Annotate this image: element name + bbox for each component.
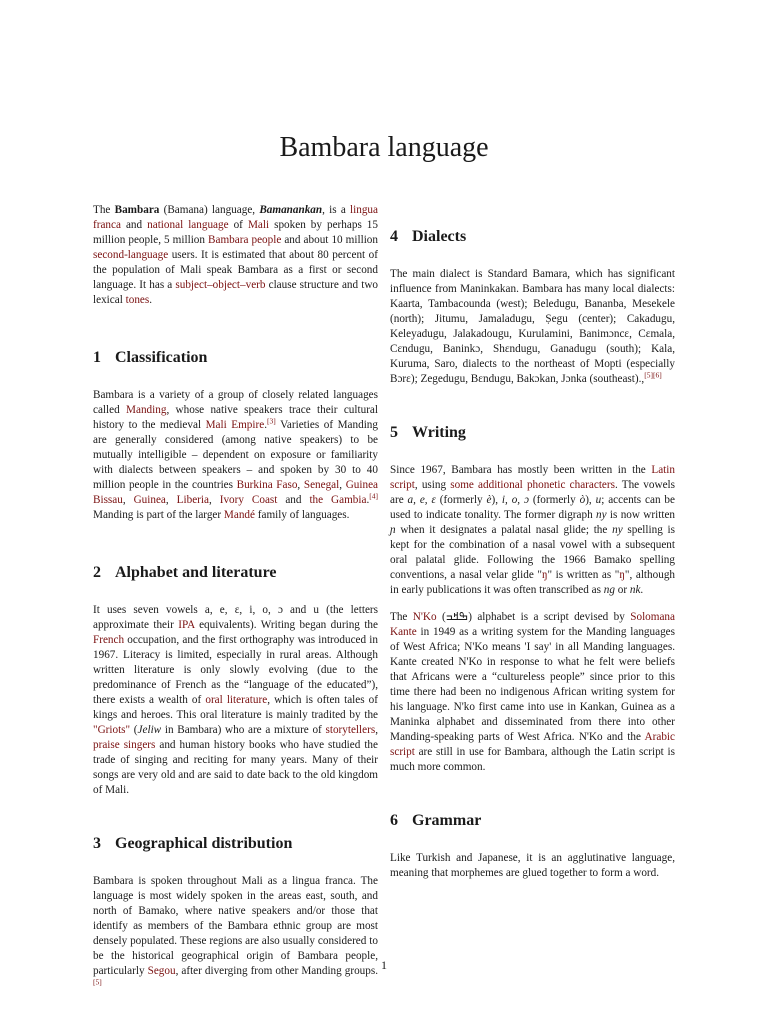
writing-paragraph-1: Since 1967, Bambara has mostly been written in the Latin script, using some additional phonetic characters. The vowels are a, e, ɛ (formerly è), i, o, ɔ (formerly ò), u; accents can be used to indicate tonality. The former digraph ny is now written ɲ when it designates a palatal nasal glide; the ny spelling is kept for the combination of a nasal vowel with a subsequent oral palatal glide. Following the 1966 Bamako spelling conventions, a nasal velar glide "ŋ" is written as "ŋ", although in early publications it was often transcribed as ng or nk.: [390, 464, 676, 596]
section-number: 6: [390, 812, 398, 829]
section-heading-classification: [93, 348, 378, 368]
section-number: 5: [390, 424, 398, 441]
section-heading-alphabet: [93, 563, 378, 583]
geography-paragraph: Bambara is spoken throughout Mali as a lingua franca. The language is most widely spoken in the areas east, south, and north of Bamako, where native speakers and/or those that identify as members of the Bambara ethnic group are most densely populated. These regions are also usually considered to be the historical geographical origin of Bambara people, particularly Segou, after diverging from other Manding groups.[5]: [93, 875, 379, 987]
section-title: Grammar: [412, 812, 482, 829]
section-number: 4: [390, 228, 398, 245]
writing-paragraph-2: The N'Ko (ߒߞߏ) alphabet is a script devised by Solomana Kante in 1949 as a writing system for the Manding languages of West Africa; N'Ko means 'I say' in all Manding languages. Kante created N'Ko in response to what he felt were beliefs that Africans were a “cultureless people” since prior to this time there had been no indigenous African writing system for his language. N'ko first came into use in Kankan, Guinea as a Maninka alphabet and disseminated from there into other Manding-speaking parts of West Africa. N'Ko and the Arabic script are still in use for Bambara, although the Latin script is much more common.: [390, 611, 675, 773]
left-column: [93, 203, 378, 994]
section-title: Alphabet and literature: [115, 564, 277, 581]
classification-paragraph: Bambara is a variety of a group of closely related languages called Manding, whose native speakers trace their cultural history to the medieval Mali Empire.[3] Varieties of Manding are generally considered (among native speakers) to be mutually intelligible – dependent on exposure or familiarity with dialects between speakers – and spoken by 30 to 40 million people in the countries Burkina Faso, Senegal, Guinea Bissau, Guinea, Liberia, Ivory Coast and the Gambia.[4] Manding is part of the larger Mandé family of languages.: [93, 389, 379, 521]
section-heading-grammar: [390, 811, 675, 831]
page-number: 1: [381, 958, 387, 972]
grammar-paragraph: Like Turkish and Japanese, it is an agglutinative language, meaning that morphemes are glued together to form a word.: [390, 852, 675, 879]
section-title: Dialects: [412, 228, 467, 245]
section-number: 3: [93, 835, 101, 852]
section-title: Classification: [115, 349, 208, 366]
section-number: 1: [93, 349, 101, 366]
section-heading-writing: [390, 423, 675, 443]
page-title: Bambara language: [279, 131, 489, 163]
right-column: [390, 203, 675, 881]
section-heading-geography: [93, 834, 378, 854]
section-number: 2: [93, 564, 101, 581]
section-title: Writing: [412, 424, 466, 441]
section-title: Geographical distribution: [115, 835, 293, 852]
alphabet-paragraph: It uses seven vowels a, e, ɛ, i, o, ɔ and u (the letters approximate their IPA equivalents). Writing began during the French occupation, and the first orthography was introduced in 1967. Literacy is limited, especially in rural areas. Although written literature is only slowly evolving (due to the predominance of French as the “language of the educated”), there exists a wealth of oral literature, which is often tales of kings and heroes. This oral literature is mainly tradited by the "Griots" (Jeliw in Bambara) who are a mixture of storytellers, praise singers and human history books who have studied the trade of singing and reciting for many years. Many of their songs are very old and are said to date back to the old kingdom of Mali.: [93, 604, 378, 796]
dialects-paragraph: The main dialect is Standard Bamara, which has significant influence from Maninkakan. Bambara has many local dialects: Kaarta, Tambacounda (west); Beledugu, Bananba, Mesekele (north); Jitumu, Jamaladugu, Ṣegu (center); Cakadugu, Keleyadugu, Jalakadougu, Kurulamini, Banimɔncɛ, Cɛmala, Cɛndugu, Baninkɔ, Shɛndugu, Ganadugu (south); Kala, Kuruma, Saro, dialects to the northeast of Mopti (especially Bɔrɛ); Zegedugu, Bɛndugu, Bakɔkan, Jɔnka (southeast).,[5][6]: [390, 268, 675, 385]
intro-paragraph: The Bambara (Bamana) language, Bamanankan, is a lingua franca and national language of Mali spoken by perhaps 15 million people, 5 million Bambara people and about 10 million second-language users. It is estimated that about 80 percent of the population of Mali speak Bambara as a first or second language. It has a subject–object–verb clause structure and two lexical tones.: [93, 204, 379, 306]
section-heading-dialects: [390, 227, 675, 247]
